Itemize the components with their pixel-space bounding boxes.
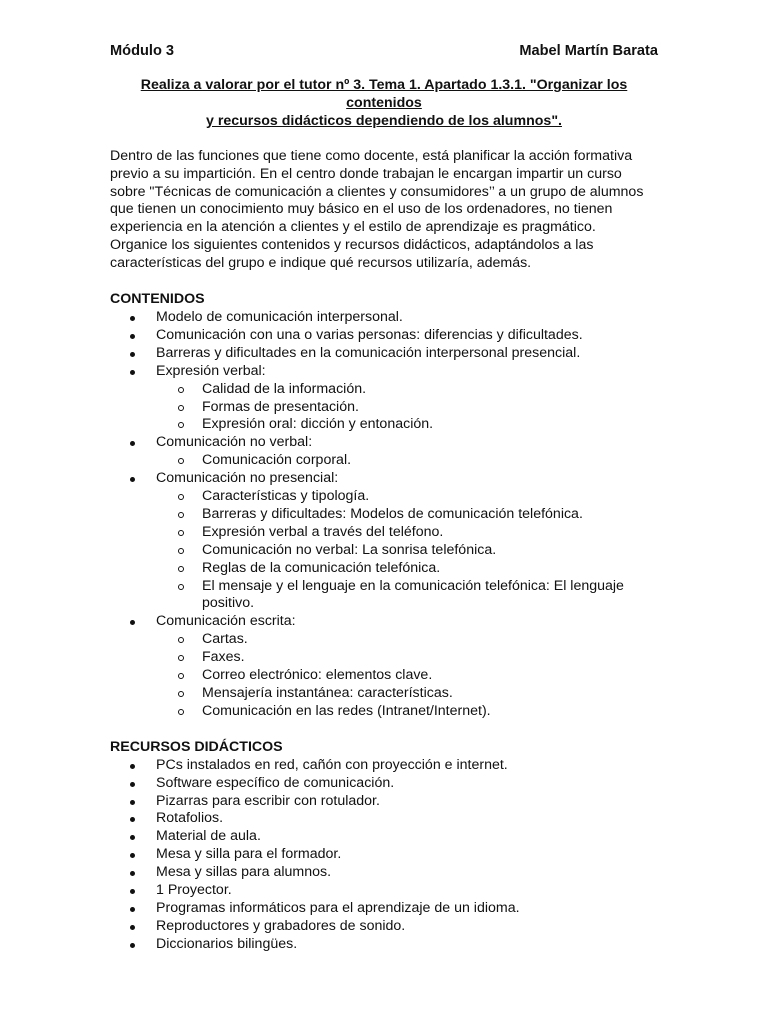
sublist-item-text: Faxes. bbox=[202, 649, 245, 666]
sublist-item-text: Comunicación en las redes (Intranet/Internet). bbox=[202, 702, 491, 719]
list-item-text: Rotafolios. bbox=[156, 810, 224, 827]
sublist-item-text: El mensaje y el lenguaje en la comunicación telefónica: El lenguaje positivo. bbox=[202, 577, 624, 612]
hollow-bullet-icon bbox=[178, 458, 184, 464]
bullet-icon bbox=[130, 871, 135, 876]
hollow-bullet-icon bbox=[178, 637, 184, 643]
sublist-item bbox=[156, 560, 658, 578]
list-item bbox=[110, 327, 658, 345]
list-item-text: Material de aula. bbox=[156, 828, 261, 845]
list-item-text: Reproductores y grabadores de sonido. bbox=[156, 917, 406, 934]
bullet-icon bbox=[130, 620, 135, 625]
hollow-bullet-icon bbox=[178, 494, 184, 500]
list-item bbox=[110, 882, 658, 900]
list-item bbox=[110, 918, 658, 936]
sublist-item bbox=[156, 703, 658, 721]
list-item-text: Comunicación no presencial: bbox=[156, 470, 339, 487]
list-item bbox=[110, 936, 658, 954]
sublist-item-text: Comunicación no verbal: La sonrisa telefónica. bbox=[202, 541, 497, 558]
sublist bbox=[156, 488, 658, 613]
list-item bbox=[110, 900, 658, 918]
bullet-icon bbox=[130, 907, 135, 912]
sublist-item-text: Calidad de la información. bbox=[202, 380, 367, 397]
sublist-item bbox=[156, 399, 658, 417]
sublist-item bbox=[156, 381, 658, 399]
title-line-1: Realiza a valorar por el tutor nº 3. Tema 1. Apartado 1.3.1. "Organizar los contenidos bbox=[140, 77, 628, 111]
sublist-item bbox=[156, 542, 658, 560]
bullet-icon bbox=[130, 925, 135, 930]
sublist-item bbox=[156, 631, 658, 649]
intro-line: previo a su impartición. En el centro donde trabajan le encargan impartir un curso bbox=[110, 165, 622, 182]
list-item-text: Pizarras para escribir con rotulador. bbox=[156, 792, 380, 809]
sublist-item-text: Características y tipología. bbox=[202, 488, 370, 505]
list-item bbox=[110, 793, 658, 811]
list-item-text: Mesa y sillas para alumnos. bbox=[156, 864, 332, 881]
list-item bbox=[110, 846, 658, 864]
sublist-item-text: Reglas de la comunicación telefónica. bbox=[202, 559, 441, 576]
bullet-icon bbox=[130, 817, 135, 822]
hollow-bullet-icon bbox=[178, 655, 184, 661]
bullet-icon bbox=[130, 316, 135, 321]
sublist-item bbox=[156, 578, 658, 614]
list-item bbox=[110, 309, 658, 327]
sublist-item bbox=[156, 685, 658, 703]
header-module: Módulo 3 bbox=[110, 43, 175, 59]
recursos-heading: RECURSOS DIDÁCTICOS bbox=[110, 738, 283, 755]
intro-line: sobre "Técnicas de comunicación a clientes y consumidores’’ a un grupo de alumnos bbox=[110, 183, 644, 200]
contenidos-heading: CONTENIDOS bbox=[110, 291, 205, 308]
hollow-bullet-icon bbox=[178, 584, 184, 590]
sublist-item bbox=[156, 667, 658, 685]
page-header bbox=[110, 42, 658, 60]
hollow-bullet-icon bbox=[178, 709, 184, 715]
bullet-icon bbox=[130, 835, 135, 840]
sublist-item-text: Mensajería instantánea: características. bbox=[202, 685, 453, 701]
hollow-bullet-icon bbox=[178, 566, 184, 572]
list-item bbox=[110, 363, 658, 435]
bullet-icon bbox=[130, 334, 135, 339]
sublist-item-text: Correo electrónico: elementos clave. bbox=[202, 667, 433, 684]
hollow-bullet-icon bbox=[178, 512, 184, 518]
bullet-icon bbox=[130, 943, 135, 948]
bullet-icon bbox=[130, 352, 135, 357]
assignment-title bbox=[110, 77, 658, 131]
list-item-text: Expresión verbal: bbox=[156, 362, 266, 379]
bullet-icon bbox=[130, 370, 135, 375]
intro-line: características del grupo e indique qué recursos utilizaría, además. bbox=[110, 255, 532, 272]
intro-line: Dentro de las funciones que tiene como docente, está planificar la acción formativa bbox=[110, 147, 633, 164]
sublist-item bbox=[156, 416, 658, 434]
header-author: Mabel Martín Barata bbox=[519, 43, 658, 59]
list-item bbox=[110, 864, 658, 882]
hollow-bullet-icon bbox=[178, 691, 184, 697]
list-item-text: PCs instalados en red, cañón con proyección e internet. bbox=[156, 756, 508, 773]
list-item-text: Programas informáticos para el aprendizaje de un idioma. bbox=[156, 899, 520, 916]
list-item-text: Comunicación no verbal: bbox=[156, 434, 313, 451]
hollow-bullet-icon bbox=[178, 387, 184, 393]
sublist-item bbox=[156, 524, 658, 542]
list-item bbox=[110, 470, 658, 613]
list-item-text: Modelo de comunicación interpersonal. bbox=[156, 308, 403, 325]
list-item-text: Mesa y silla para el formador. bbox=[156, 846, 342, 863]
list-item bbox=[110, 775, 658, 793]
bullet-icon bbox=[130, 853, 135, 858]
sublist-item-text: Cartas. bbox=[202, 631, 248, 648]
hollow-bullet-icon bbox=[178, 422, 184, 428]
list-item bbox=[110, 810, 658, 828]
sublist-item-text: Formas de presentación. bbox=[202, 398, 359, 415]
bullet-icon bbox=[130, 441, 135, 446]
list-item bbox=[110, 828, 658, 846]
list-item-text: Comunicación escrita: bbox=[156, 613, 296, 630]
sublist-item bbox=[156, 649, 658, 667]
bullet-icon bbox=[130, 782, 135, 787]
recursos-list bbox=[110, 757, 658, 954]
list-item-text: Software específico de comunicación. bbox=[156, 774, 395, 791]
list-item-text: 1 Proyector. bbox=[156, 882, 232, 899]
intro-paragraph bbox=[110, 148, 658, 273]
bullet-icon bbox=[130, 889, 135, 894]
list-item-text: Diccionarios bilingües. bbox=[156, 935, 298, 952]
intro-line: que tienen un conocimiento muy básico en el uso de los ordenadores, no tienen bbox=[110, 201, 613, 218]
hollow-bullet-icon bbox=[178, 673, 184, 679]
intro-line: experiencia en la atención a clientes y el estilo de aprendizaje es pragmático. bbox=[110, 219, 596, 236]
list-item bbox=[110, 345, 658, 363]
list-item-text: Barreras y dificultades en la comunicación interpersonal presencial. bbox=[156, 344, 581, 361]
list-item bbox=[110, 434, 658, 470]
sublist-item bbox=[156, 506, 658, 524]
sublist-item bbox=[156, 452, 658, 470]
title-line-2: y recursos didácticos dependiendo de los alumnos". bbox=[206, 112, 562, 129]
list-item-text: Comunicación con una o varias personas: diferencias y dificultades. bbox=[156, 326, 583, 343]
document-page bbox=[110, 42, 658, 954]
sublist-item bbox=[156, 488, 658, 506]
sublist-item-text: Expresión oral: dicción y entonación. bbox=[202, 416, 434, 433]
list-item bbox=[110, 613, 658, 720]
sublist bbox=[156, 631, 658, 721]
bullet-icon bbox=[130, 477, 135, 482]
sublist bbox=[156, 381, 658, 435]
intro-line: Organice los siguientes contenidos y recursos didácticos, adaptándolos a las bbox=[110, 237, 594, 254]
list-item bbox=[110, 757, 658, 775]
sublist-item-text: Comunicación corporal. bbox=[202, 452, 352, 469]
sublist bbox=[156, 452, 658, 470]
bullet-icon bbox=[130, 764, 135, 769]
contenidos-list bbox=[110, 309, 658, 721]
sublist-item-text: Expresión verbal a través del teléfono. bbox=[202, 523, 444, 540]
bullet-icon bbox=[130, 800, 135, 805]
hollow-bullet-icon bbox=[178, 405, 184, 411]
hollow-bullet-icon bbox=[178, 530, 184, 536]
hollow-bullet-icon bbox=[178, 548, 184, 554]
sublist-item-text: Barreras y dificultades: Modelos de comunicación telefónica. bbox=[202, 505, 583, 522]
